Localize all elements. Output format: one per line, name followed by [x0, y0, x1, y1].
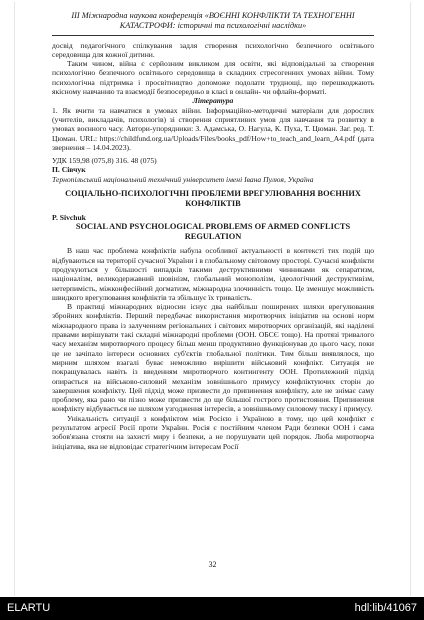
- running-header: [52, 2, 374, 32]
- page-number: 32: [208, 560, 217, 569]
- header-rule: [52, 35, 374, 36]
- body-paragraph-3: Унікальність ситуації з конфліктом між Росією і Україною в тому, що цей конфлікт є результатом агресії Росії проти України. Росія є постійним членом Ради безпеки ООН і сама зобов'язана стояти на захисті миру і безпеки, а не порушувати цей порядок. Люба миротворча ініціатива, яка не відповідає стратегічним інтересам Росії: [52, 413, 374, 451]
- header-line-2: КАТАСТРОФИ: історичні та психологічні наслідки»: [119, 21, 307, 31]
- author-en: P. Sivchuk: [52, 213, 86, 223]
- article-title-ua: СОЦІАЛЬНО-ПСИХОЛОГІЧНІ ПРОБЛЕМИ ВРЕГУЛЮВАННЯ ВОЄННИХ КОНФЛІКТІВ: [65, 189, 361, 209]
- article-title-en: SOCIAL AND PSYCHOLOGICAL PROBLEMS OF ARMED CONFLICTS REGULATION: [75, 222, 351, 242]
- conclusion-paragraph: Таким чином, війна є серйозним викликом для освіти, які відповідальні за створення психологічно безпечного освітнього середовища в складних стресогенних умовах війни. Тому психологічна підтримка і просвітництво допоможе подолати труднощі, що перешкоджають якісному навчанню та взаємодії безпосередньо в класі в онлайн- чи офлайн-форматі.: [52, 59, 374, 97]
- handle-id: hdl:lib/41067: [354, 602, 417, 614]
- literature-item: 1. Як вчити та навчатися в умовах війни. Інформаційно-методичні матеріали для дорослих (учителів, викладачів, психологів) зі створення сприятливих умов для навчання та розвитку в умовах воєнного часу. Автори-упорядники: З. Адамська, О. Нагула, К. Пуха, Т. Цюман. Заг. ред. Т. Цюман. URL: https://childfund.org.ua/Uploads/Files/books_pdf/How+to_teach_and_learn_A4.pdf (дата звернення – 14.04.2023).: [52, 105, 374, 152]
- header-line-1: ІІІ Міжнародна наукова конференція «ВОЄННІ КОНФЛІКТИ ТА ТЕХНОГЕННІ: [71, 11, 355, 20]
- udc-code: УДК 159,98 (075,8) 316. 48 (075): [52, 156, 157, 166]
- intro-continuation: досвід педагогічного спілкування задля створення психологічно безпечного освітнього середовища для кожної дитини.: [52, 40, 374, 59]
- document-page: [14, 2, 411, 596]
- body-paragraph-1: В наш час проблема конфліктів набула особливої актуальності в контексті тих подій що відбуваються на території сучасної України і в глобальному світовому просторі. Сучасні конфлікти продукуються у більшості випадків такими деструктивними чинниками як сепаратизм, націоналізм, великодержавний шовінізм, глобальний монополізм, ідеологічний деструктивізм, нетерпимість, міжконфесійний догматизм, міжнародна злочинність тощо. Це зменшує можливість швидкого врегулювання конфліктів та збільшує їх тривалість.: [52, 246, 374, 302]
- repository-name: ELARTU: [7, 602, 51, 614]
- body-paragraph-2: В практиці міжнародних відносин існує два найбільш поширених шляхи врегулювання збройних конфліктів. Перший передбачає використання миротворчих ініціатив на основі норм міжнародного права із залученням регіональних і світових миротворчих організацій, які наділені правами вирішувати такі складні міжнародні проблеми (ООН. ОБСЄ тощо). На протязі тривалого часу механізм миротворчого процесу більш менш продуктивно функціонував до цього часу, поки це не зачіпало інтереси основних суб'єктів глобальної політики. Тим більш виявлялося, що мирним шляхом взагалі буває неможливо вирішити військовий конфлікт. Ситуація не покращувалась навіть із введенням миротворчого контингенту ООН. Протилежний підхід опирається на військово-силовий механізм зовнішнього примусу конфліктуючих сторін до завершення конфлікту. Цей підхід може призвести до припинення конфлікту, але не знімає саму проблему, яка рано чи пізно може призвести до ще більшої гострого протистояння. Припинення конфлікту відбувається не шляхом узгодження інтересів, а зовнішньому силовому тиску і примусу.: [52, 302, 374, 414]
- literature-heading: Література: [192, 96, 234, 106]
- repository-footer: [0, 597, 424, 620]
- author-ua: П. Сівчук: [52, 165, 86, 175]
- affiliation-ua: Тернопільський національний технічний університет імені Івана Пулюя, Україна: [52, 174, 314, 184]
